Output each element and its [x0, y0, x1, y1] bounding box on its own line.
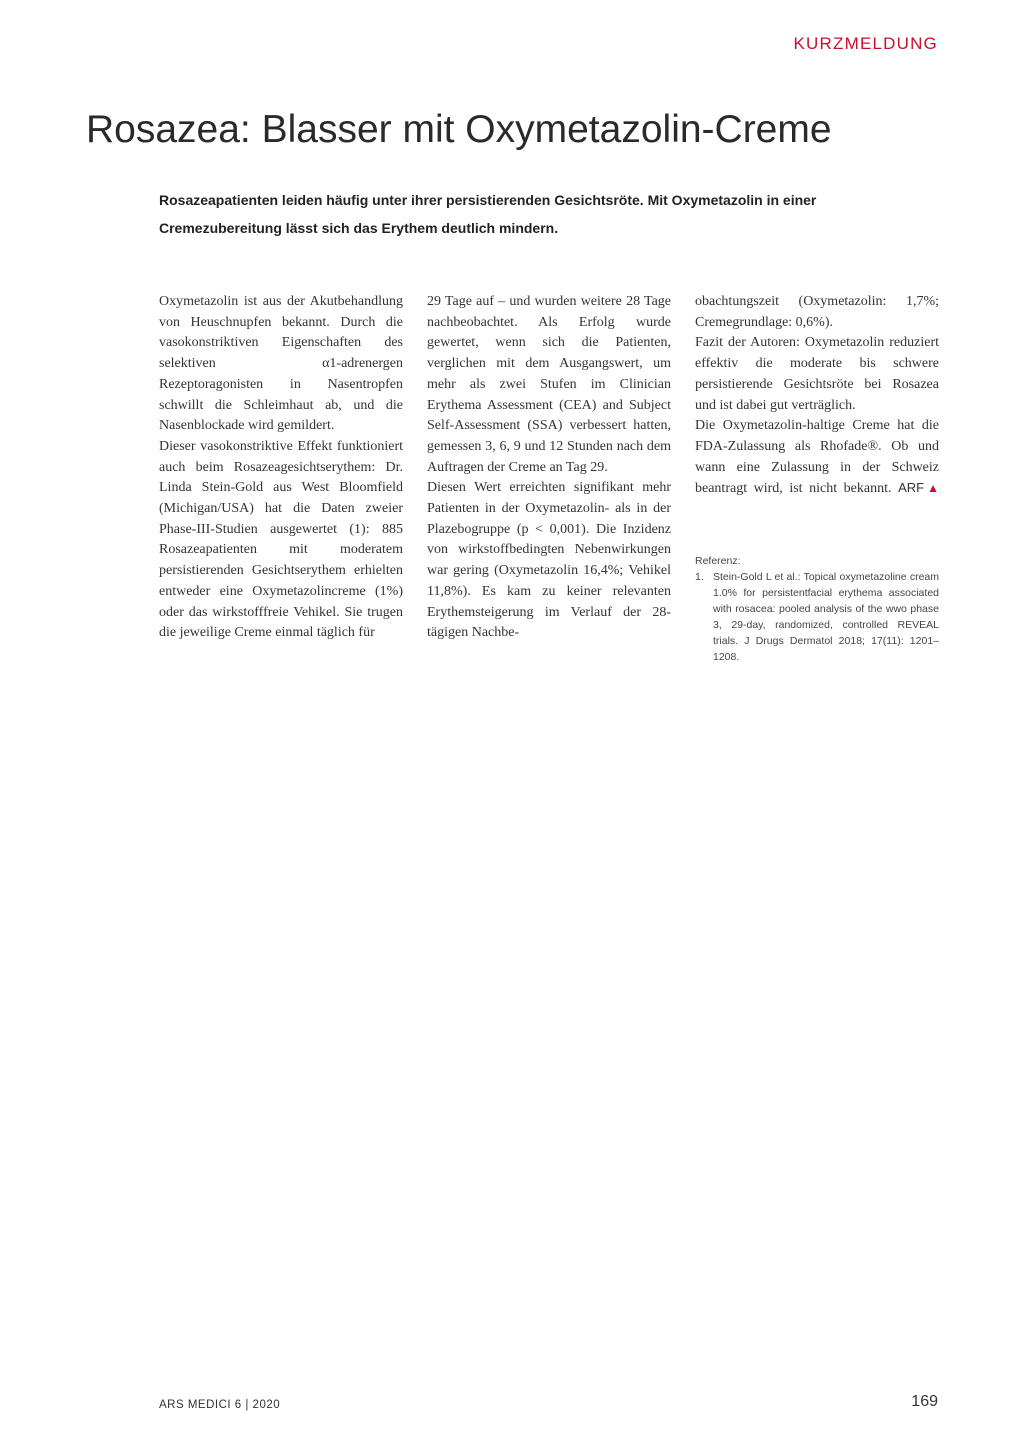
text-column-2: [427, 292, 671, 644]
page-number: 169: [911, 1393, 938, 1410]
text-column-3: [695, 292, 939, 500]
footer-journal: ARS MEDICI 6 | 2020: [159, 1399, 281, 1411]
references: [695, 553, 939, 665]
article-lead: Rosazeapatienten leiden häufig unter ihrer persistierenden Gesichtsröte. Mit Oxymetazolin in einer Cremezubereitung lässt sich das Erythem deutlich mindern.: [159, 192, 817, 236]
references-heading: Referenz:: [695, 555, 741, 567]
paragraph: Diesen Wert erreichten signifikant mehr Patienten in der Oxymetazolin- als in der Plazebogruppe (p < 0,001). Die Inzidenz von wirkstoffbedingten Nebenwirkungen war gering (Oxymetazolin 16,4%; Vehikel 11,8%). Es kam zu keiner relevanten Erythemsteigerung im Verlauf der 28-tägigen Nachbe-: [427, 480, 671, 641]
reference-text: Stein-Gold L et al.: Topical oxymetazoline cream 1.0% for persistentfacial erythema associated with rosacea: pooled analysis of the wwo phase 3, 29-day, randomized, controlled REVEAL trials. J Drugs Dermatol 2018; 17(11): 1201–1208.: [713, 571, 939, 663]
paragraph: obachtungszeit (Oxymetazolin: 1,7%; Cremegrundlage: 0,6%).: [695, 294, 939, 330]
section-label: KURZMELDUNG: [793, 34, 938, 53]
paragraph: Die Oxymetazolin-haltige Creme hat die FDA-Zulassung als Rhofade®. Ob und wann eine Zulassung in der Schweiz beantragt wird, ist nicht bekannt.: [695, 418, 939, 497]
author-signature: [898, 480, 939, 495]
reference-item: [695, 569, 939, 665]
signature-text: ARF: [898, 480, 925, 496]
article-title: Rosazea: Blasser mit Oxymetazolin-Creme: [86, 108, 832, 151]
text-column-1: [159, 292, 403, 644]
reference-number: 1.: [695, 571, 704, 583]
paragraph-with-signature: [695, 416, 939, 500]
signature-triangle-icon: ▲: [924, 481, 939, 496]
paragraph: 29 Tage auf – und wurden weitere 28 Tage nachbeobachtet. Als Erfolg wurde gewertet, wenn sich die Patienten, verglichen mit dem Ausgangswert, um mehr als zwei Stufen im Clinician Erythema Assessment (CEA) and Subject Self-Assessment (SSA) verbessert hatten, gemessen 3, 6, 9 und 12 Stunden nach dem Auftragen der Creme an Tag 29.: [427, 294, 671, 475]
paragraph: Oxymetazolin ist aus der Akutbehandlung von Heuschnupfen bekannt. Durch die vasokonstriktiven Eigenschaften des selektiven α1-adrenergen Rezeptoragonisten in Nasentropfen schwillt die Schleimhaut ab, und die Nasenblockade wird gemildert.: [159, 294, 403, 434]
paragraph: Fazit der Autoren: Oxymetazolin reduziert effektiv die moderate bis schwere persistierende Gesichtsröte bei Rosazea und ist dabei gut verträglich.: [695, 335, 939, 413]
paragraph: Dieser vasokonstriktive Effekt funktioniert auch beim Rosazeagesichtserythem: Dr. Linda Stein-Gold aus West Bloomfield (Michigan/USA) hat die Daten zweier Phase-III-Studien ausgewertet (1): 885 Rosazeapatienten mit moderatem persistierenden Gesichtserythem erhielten entweder eine Oxymetazolincreme (1%) oder das wirkstofffreie Vehikel. Sie trugen die jeweilige Creme einmal täglich für: [159, 438, 403, 641]
